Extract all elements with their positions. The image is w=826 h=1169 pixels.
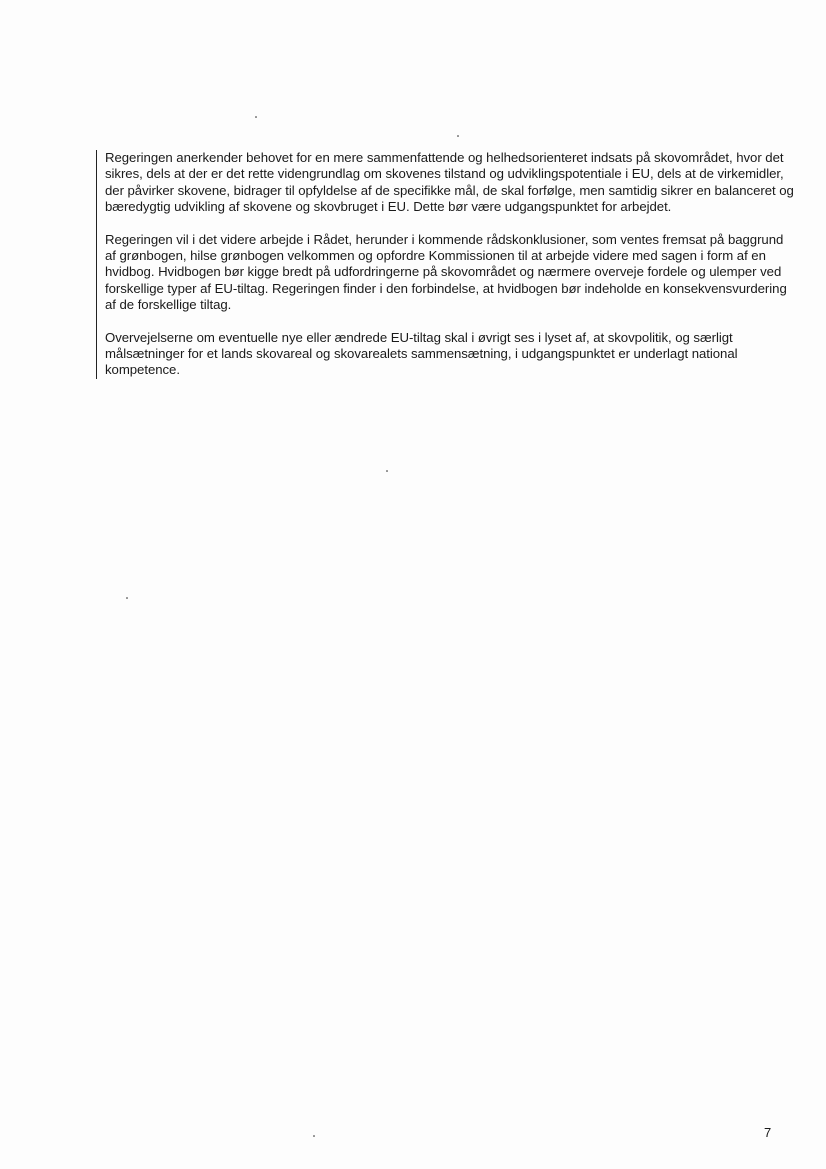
paragraph-forest-coordination: Regeringen anerkender behovet for en mere sammenfattende og helhedsorienteret indsats på skovområdet, hvor det sikres, dels at der er det rette videngrundlag om skovenes tilstand og udviklingspotentiale i EU, dels at de virkemidler, der påvirker skovene, bidrager til opfyldelse af de specifikke mål, de skal forfølge, men samtidig sikrer en balanceret og bæredygtig udvikling af skovene og skovbruget i EU. Dette bør være udgangspunktet for arbejdet. bbox=[105, 150, 794, 215]
scan-speck bbox=[386, 470, 388, 472]
scan-speck bbox=[313, 1135, 315, 1137]
paragraph-council-white-paper: Regeringen vil i det videre arbejde i Rådet, herunder i kommende rådskonklusioner, som ventes fremsat på baggrund af grønbogen, hilse grønbogen velkommen og opfordre Kommissionen til at arbejde videre med sagen i form af en hvidbog. Hvidbogen bør kigge bredt på udfordringerne på skovområdet og nærmere overveje fordele og ulemper ved forskellige typer af EU-tiltag. Regeringen finder i den forbindelse, at hvidbogen bør indeholde en konsekvensvurdering af de forskellige tiltag. bbox=[105, 231, 787, 313]
scan-speck bbox=[457, 135, 459, 137]
page-number: 7 bbox=[764, 1125, 772, 1140]
scan-speck bbox=[126, 597, 128, 599]
scan-speck bbox=[255, 116, 257, 118]
paragraph-national-competence: Overvejelserne om eventuelle nye eller ændrede EU-tiltag skal i øvrigt ses i lyset af, at skovpolitik, og særligt målsætninger for et lands skovareal og skovarealets sammensætning, i udgangspunktet er underlagt national kompetence. bbox=[105, 329, 738, 378]
revision-marked-text-block bbox=[96, 150, 795, 379]
